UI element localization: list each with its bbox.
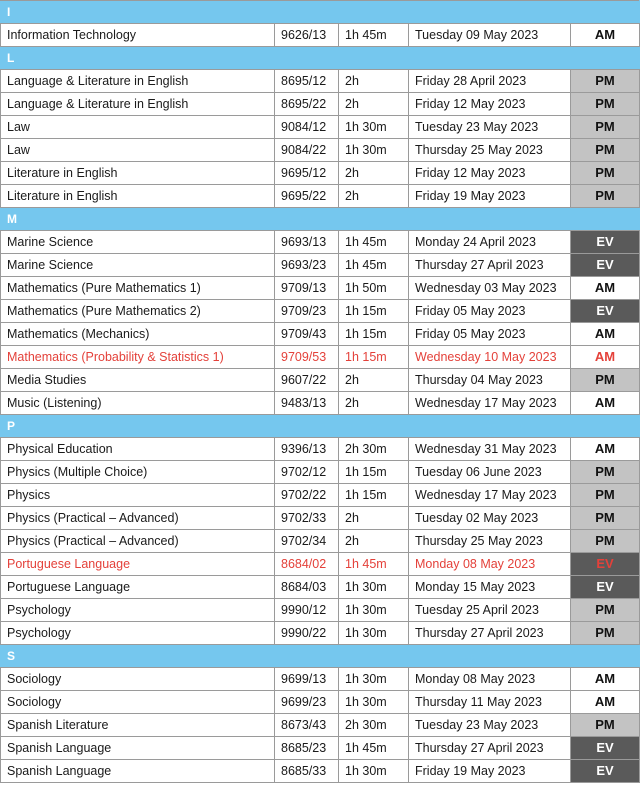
date-cell: Friday 28 April 2023 xyxy=(409,70,571,93)
duration-cell: 2h xyxy=(339,93,409,116)
subject-cell: Spanish Language xyxy=(1,737,275,760)
section-header-l xyxy=(1,47,640,70)
session-cell: AM xyxy=(571,691,640,714)
subject-cell: Mathematics (Mechanics) xyxy=(1,323,275,346)
code-cell: 9702/22 xyxy=(275,484,339,507)
session-cell: PM xyxy=(571,484,640,507)
duration-cell: 1h 45m xyxy=(339,231,409,254)
duration-cell: 1h 15m xyxy=(339,300,409,323)
table-row xyxy=(1,691,640,714)
date-cell: Friday 19 May 2023 xyxy=(409,185,571,208)
table-row xyxy=(1,668,640,691)
session-cell: EV xyxy=(571,300,640,323)
subject-cell: Marine Science xyxy=(1,254,275,277)
date-cell: Friday 19 May 2023 xyxy=(409,760,571,783)
subject-cell: Mathematics (Pure Mathematics 1) xyxy=(1,277,275,300)
table-row xyxy=(1,438,640,461)
subject-cell: Physics (Practical – Advanced) xyxy=(1,530,275,553)
table-row xyxy=(1,714,640,737)
duration-cell: 1h 30m xyxy=(339,691,409,714)
duration-cell: 1h 15m xyxy=(339,484,409,507)
subject-cell: Psychology xyxy=(1,599,275,622)
duration-cell: 1h 30m xyxy=(339,116,409,139)
code-cell: 9702/33 xyxy=(275,507,339,530)
code-cell: 8695/12 xyxy=(275,70,339,93)
duration-cell: 2h xyxy=(339,507,409,530)
date-cell: Wednesday 10 May 2023 xyxy=(409,346,571,369)
session-cell: PM xyxy=(571,185,640,208)
subject-cell: Marine Science xyxy=(1,231,275,254)
code-cell: 9695/22 xyxy=(275,185,339,208)
date-cell: Monday 08 May 2023 xyxy=(409,668,571,691)
subject-cell: Sociology xyxy=(1,668,275,691)
session-cell: PM xyxy=(571,530,640,553)
session-cell: PM xyxy=(571,116,640,139)
section-letter: M xyxy=(1,208,640,231)
code-cell: 9626/13 xyxy=(275,24,339,47)
code-cell: 9709/23 xyxy=(275,300,339,323)
duration-cell: 2h xyxy=(339,530,409,553)
code-cell: 8684/02 xyxy=(275,553,339,576)
session-cell: EV xyxy=(571,553,640,576)
section-letter: P xyxy=(1,415,640,438)
date-cell: Thursday 25 May 2023 xyxy=(409,139,571,162)
table-row xyxy=(1,162,640,185)
table-row xyxy=(1,461,640,484)
code-cell: 9699/23 xyxy=(275,691,339,714)
duration-cell: 1h 15m xyxy=(339,461,409,484)
code-cell: 9702/12 xyxy=(275,461,339,484)
table-row xyxy=(1,599,640,622)
session-cell: PM xyxy=(571,369,640,392)
session-cell: PM xyxy=(571,622,640,645)
subject-cell: Law xyxy=(1,116,275,139)
session-cell: PM xyxy=(571,139,640,162)
session-cell: PM xyxy=(571,162,640,185)
duration-cell: 1h 45m xyxy=(339,737,409,760)
duration-cell: 1h 45m xyxy=(339,254,409,277)
table-row xyxy=(1,760,640,783)
duration-cell: 1h 30m xyxy=(339,760,409,783)
section-letter: L xyxy=(1,47,640,70)
duration-cell: 1h 15m xyxy=(339,346,409,369)
duration-cell: 2h xyxy=(339,369,409,392)
subject-cell: Physical Education xyxy=(1,438,275,461)
section-header-s xyxy=(1,645,640,668)
session-cell: AM xyxy=(571,24,640,47)
session-cell: EV xyxy=(571,231,640,254)
code-cell: 9084/22 xyxy=(275,139,339,162)
section-header-p xyxy=(1,415,640,438)
subject-cell: Music (Listening) xyxy=(1,392,275,415)
session-cell: PM xyxy=(571,461,640,484)
code-cell: 9702/34 xyxy=(275,530,339,553)
subject-cell: Language & Literature in English xyxy=(1,70,275,93)
code-cell: 8673/43 xyxy=(275,714,339,737)
code-cell: 9709/13 xyxy=(275,277,339,300)
table-row xyxy=(1,24,640,47)
session-cell: AM xyxy=(571,438,640,461)
duration-cell: 1h 45m xyxy=(339,553,409,576)
date-cell: Monday 24 April 2023 xyxy=(409,231,571,254)
table-row xyxy=(1,622,640,645)
table-row xyxy=(1,484,640,507)
code-cell: 8684/03 xyxy=(275,576,339,599)
table-row xyxy=(1,93,640,116)
session-cell: AM xyxy=(571,323,640,346)
table-row xyxy=(1,323,640,346)
code-cell: 9607/22 xyxy=(275,369,339,392)
code-cell: 9695/12 xyxy=(275,162,339,185)
code-cell: 9483/13 xyxy=(275,392,339,415)
table-row xyxy=(1,70,640,93)
duration-cell: 2h xyxy=(339,185,409,208)
table-row xyxy=(1,530,640,553)
table-row xyxy=(1,576,640,599)
table-row xyxy=(1,737,640,760)
subject-cell: Psychology xyxy=(1,622,275,645)
table-row xyxy=(1,369,640,392)
session-cell: AM xyxy=(571,392,640,415)
date-cell: Tuesday 25 April 2023 xyxy=(409,599,571,622)
table-row xyxy=(1,300,640,323)
duration-cell: 2h 30m xyxy=(339,438,409,461)
subject-cell: Media Studies xyxy=(1,369,275,392)
subject-cell: Mathematics (Probability & Statistics 1) xyxy=(1,346,275,369)
duration-cell: 2h xyxy=(339,392,409,415)
session-cell: PM xyxy=(571,93,640,116)
date-cell: Friday 05 May 2023 xyxy=(409,323,571,346)
code-cell: 9990/22 xyxy=(275,622,339,645)
subject-cell: Information Technology xyxy=(1,24,275,47)
section-letter: I xyxy=(1,1,640,24)
session-cell: EV xyxy=(571,576,640,599)
table-row xyxy=(1,185,640,208)
table-row xyxy=(1,392,640,415)
date-cell: Wednesday 17 May 2023 xyxy=(409,392,571,415)
table-row xyxy=(1,231,640,254)
subject-cell: Spanish Language xyxy=(1,760,275,783)
section-header-m xyxy=(1,208,640,231)
code-cell: 8685/23 xyxy=(275,737,339,760)
date-cell: Tuesday 23 May 2023 xyxy=(409,116,571,139)
date-cell: Tuesday 06 June 2023 xyxy=(409,461,571,484)
date-cell: Thursday 27 April 2023 xyxy=(409,254,571,277)
date-cell: Thursday 27 April 2023 xyxy=(409,737,571,760)
subject-cell: Portuguese Language xyxy=(1,576,275,599)
table-row xyxy=(1,254,640,277)
code-cell: 9699/13 xyxy=(275,668,339,691)
subject-cell: Portuguese Language xyxy=(1,553,275,576)
code-cell: 9693/13 xyxy=(275,231,339,254)
table-row xyxy=(1,346,640,369)
duration-cell: 1h 30m xyxy=(339,576,409,599)
timetable-body xyxy=(1,1,640,783)
session-cell: AM xyxy=(571,668,640,691)
date-cell: Thursday 27 April 2023 xyxy=(409,622,571,645)
session-cell: AM xyxy=(571,277,640,300)
duration-cell: 2h 30m xyxy=(339,714,409,737)
date-cell: Monday 08 May 2023 xyxy=(409,553,571,576)
table-row xyxy=(1,507,640,530)
date-cell: Friday 05 May 2023 xyxy=(409,300,571,323)
date-cell: Friday 12 May 2023 xyxy=(409,93,571,116)
code-cell: 9709/43 xyxy=(275,323,339,346)
date-cell: Thursday 25 May 2023 xyxy=(409,530,571,553)
table-row xyxy=(1,553,640,576)
section-letter: S xyxy=(1,645,640,668)
subject-cell: Mathematics (Pure Mathematics 2) xyxy=(1,300,275,323)
duration-cell: 1h 30m xyxy=(339,668,409,691)
code-cell: 8695/22 xyxy=(275,93,339,116)
code-cell: 8685/33 xyxy=(275,760,339,783)
subject-cell: Spanish Literature xyxy=(1,714,275,737)
date-cell: Tuesday 23 May 2023 xyxy=(409,714,571,737)
code-cell: 9693/23 xyxy=(275,254,339,277)
table-row xyxy=(1,277,640,300)
code-cell: 9396/13 xyxy=(275,438,339,461)
duration-cell: 1h 50m xyxy=(339,277,409,300)
session-cell: PM xyxy=(571,714,640,737)
subject-cell: Physics (Practical – Advanced) xyxy=(1,507,275,530)
section-header-i xyxy=(1,1,640,24)
duration-cell: 1h 30m xyxy=(339,622,409,645)
duration-cell: 2h xyxy=(339,70,409,93)
duration-cell: 1h 30m xyxy=(339,599,409,622)
subject-cell: Literature in English xyxy=(1,185,275,208)
session-cell: PM xyxy=(571,70,640,93)
subject-cell: Language & Literature in English xyxy=(1,93,275,116)
session-cell: PM xyxy=(571,507,640,530)
session-cell: EV xyxy=(571,760,640,783)
date-cell: Tuesday 02 May 2023 xyxy=(409,507,571,530)
table-row xyxy=(1,139,640,162)
session-cell: EV xyxy=(571,254,640,277)
duration-cell: 1h 45m xyxy=(339,24,409,47)
session-cell: AM xyxy=(571,346,640,369)
date-cell: Thursday 11 May 2023 xyxy=(409,691,571,714)
subject-cell: Physics xyxy=(1,484,275,507)
subject-cell: Law xyxy=(1,139,275,162)
duration-cell: 1h 15m xyxy=(339,323,409,346)
date-cell: Wednesday 31 May 2023 xyxy=(409,438,571,461)
date-cell: Wednesday 03 May 2023 xyxy=(409,277,571,300)
date-cell: Wednesday 17 May 2023 xyxy=(409,484,571,507)
date-cell: Tuesday 09 May 2023 xyxy=(409,24,571,47)
date-cell: Friday 12 May 2023 xyxy=(409,162,571,185)
subject-cell: Physics (Multiple Choice) xyxy=(1,461,275,484)
session-cell: PM xyxy=(571,599,640,622)
subject-cell: Literature in English xyxy=(1,162,275,185)
date-cell: Monday 15 May 2023 xyxy=(409,576,571,599)
subject-cell: Sociology xyxy=(1,691,275,714)
duration-cell: 1h 30m xyxy=(339,139,409,162)
duration-cell: 2h xyxy=(339,162,409,185)
code-cell: 9990/12 xyxy=(275,599,339,622)
code-cell: 9709/53 xyxy=(275,346,339,369)
code-cell: 9084/12 xyxy=(275,116,339,139)
table-row xyxy=(1,116,640,139)
date-cell: Thursday 04 May 2023 xyxy=(409,369,571,392)
session-cell: EV xyxy=(571,737,640,760)
